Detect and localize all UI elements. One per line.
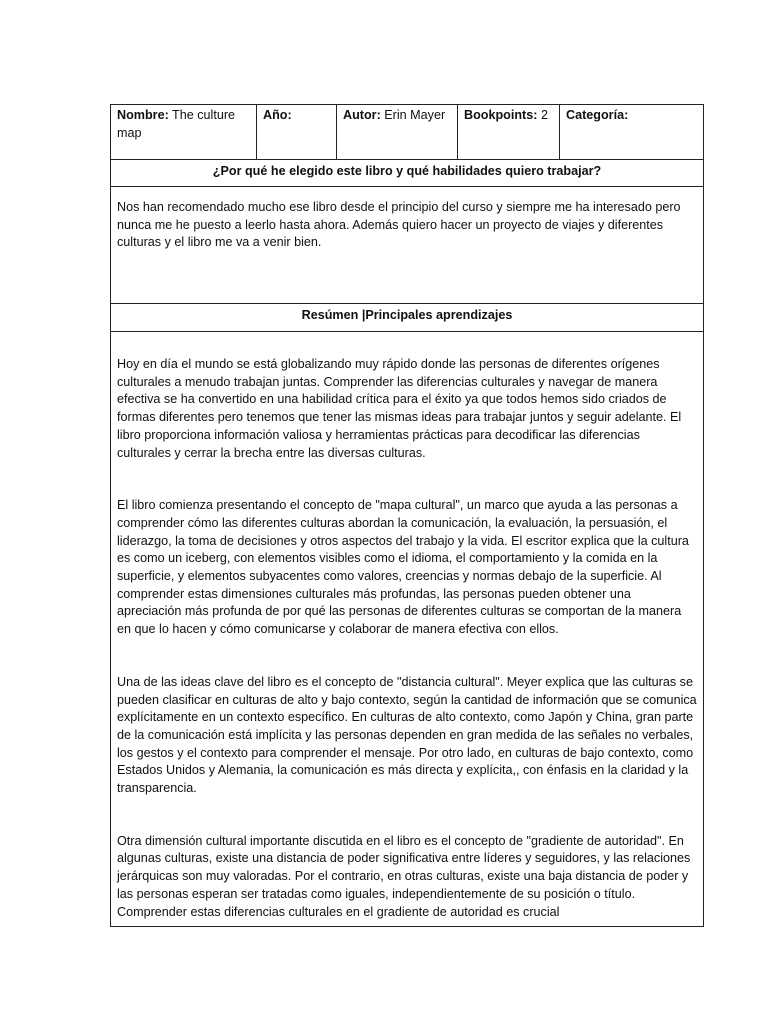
header-row (111, 105, 703, 160)
categoria-cell (560, 105, 703, 159)
autor-cell (337, 105, 458, 159)
bookpoints-value: 2 (537, 108, 548, 122)
why-title: ¿Por qué he elegido este libro y qué habilidades quiero trabajar? (111, 160, 703, 187)
summary-paragraph: Hoy en día el mundo se está globalizando muy rápido donde las personas de diferentes orígenes culturales a menudo trabajan juntas. Comprender las diferencias culturales y navegar de manera efectiva se ha convertido en una habilidad crítica para el éxito ya que todos hemos sido criados de formas diferentes pero tenemos que tener las mismas ideas para trabajar juntos y seguir adelante. El libro proporciona información valiosa y herramientas prácticas para decodificar las diferencias culturales y cerrar la brecha entre las diversas culturas. (117, 357, 682, 460)
summary-title: Resúmen |Principales aprendizajes (111, 304, 703, 332)
bookpoints-cell (458, 105, 560, 159)
summary-paragraph: Una de las ideas clave del libro es el concepto de "distancia cultural". Meyer explica que las culturas se pueden clasificar en culturas de alto y bajo contexto, según la cantidad de información que se comunica explícitamente en un contexto específico. En culturas de alto contexto, como Japón y China, gran parte de la comunicación está implícita y las personas dependen en gran medida de las señales no verbales, los gestos y el contexto para comprender el mensaje. Por otro lado, en culturas de bajo contexto, como Estados Unidos y Alemania, la comunicación es más directa y explícita,, con énfasis en la claridad y la transparencia. (117, 674, 697, 796)
nombre-value: The culture map (117, 108, 236, 140)
bookpoints-label: Bookpoints: (464, 108, 538, 122)
anio-label: Año: (263, 108, 292, 122)
nombre-cell (111, 105, 257, 159)
nombre-label: Nombre: (117, 108, 169, 122)
summary-paragraph: El libro comienza presentando el concepto de "mapa cultural", un marco que ayuda a las personas a comprender cómo las diferentes culturas abordan la comunicación, la evaluación, la persuasión, el liderazgo, la toma de decisiones y otros aspectos del trabajo y la vida. El escritor explica que la cultura es como un iceberg, con elementos visibles como el idioma, el comportamiento y la comida en la superficie, y elementos subyacentes como valores, creencias y normas debajo de la superficie. Al comprender estas dimensiones culturales más profundas, las personas pueden obtener una apreciación más profunda de por qué las personas de diferentes culturas se comportan de la manera en que lo hacen y cómo comunicarse y colaborar de manera efectiva con ellos. (117, 498, 689, 637)
autor-label: Autor: (343, 108, 381, 122)
anio-cell (257, 105, 337, 159)
summary-paragraph: Otra dimensión cultural importante discutida en el libro es el concepto de "gradiente de autoridad". En algunas culturas, existe una distancia de poder significativa entre líderes y seguidores, y las relaciones jerárquicas son muy valoradas. Por el contrario, en otras culturas, existe una baja distancia de poder y las personas esperan ser tratadas como iguales, independientemente de su posición o título. Comprender estas diferencias culturales en el gradiente de autoridad es crucial (117, 833, 691, 919)
categoria-label: Categoría: (566, 108, 629, 122)
book-report-table (110, 104, 704, 927)
summary-body (111, 332, 703, 921)
why-text: Nos han recomendado mucho ese libro desde el principio del curso y siempre me ha interesado pero nunca me he puesto a leerlo hasta ahora. Además quiero hacer un proyecto de viajes y diferentes culturas y el libro me va a venir bien. (111, 187, 703, 304)
autor-value: Erin Mayer (380, 108, 446, 122)
